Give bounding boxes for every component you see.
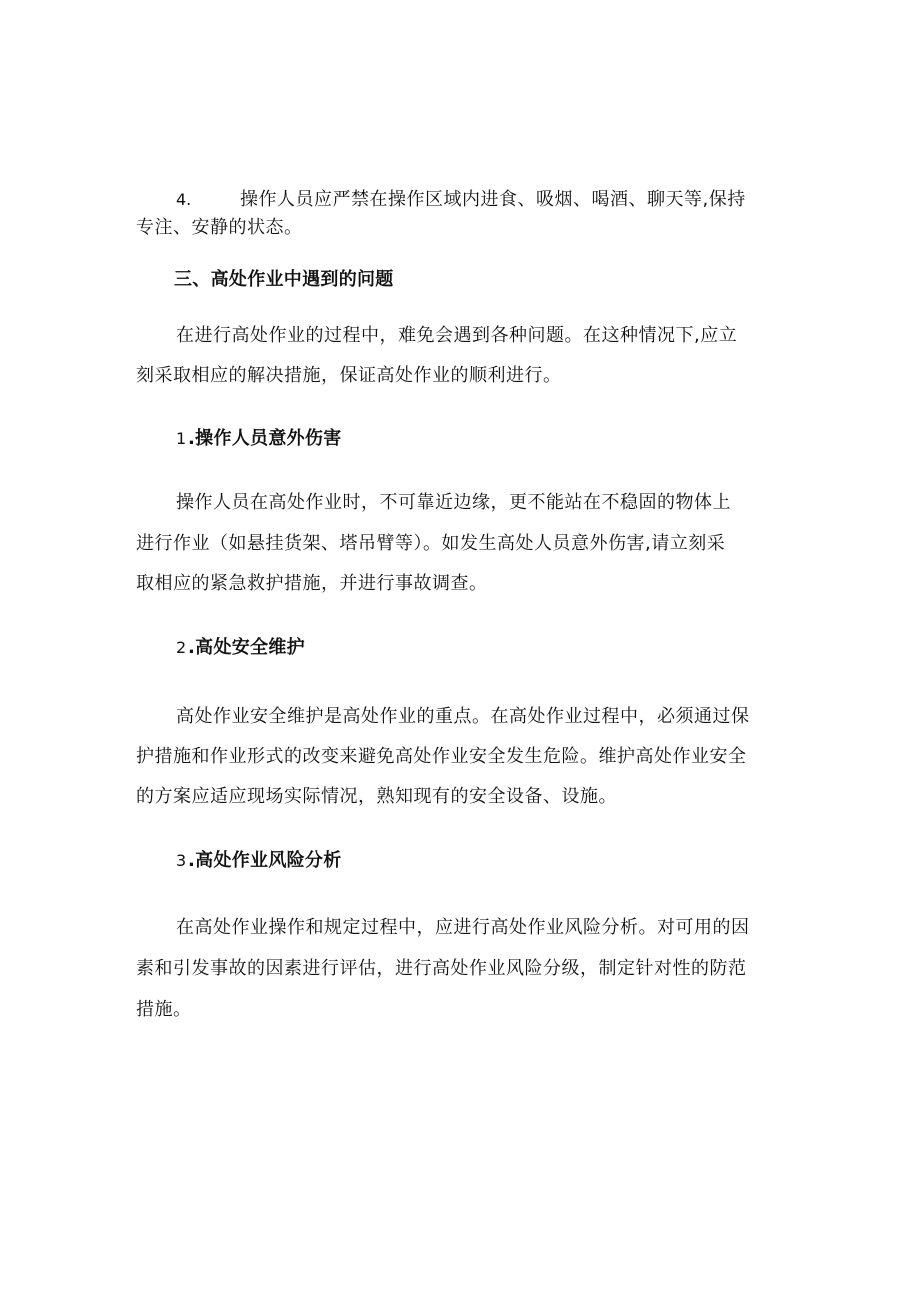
subsection-3-paragraph-line-3: 措施。 [136,999,192,1020]
section-3-intro-line-1: 在进行高处作业的过程中，难免会遇到各种问题。在这种情况下,应立 [176,325,738,346]
subsection-2-paragraph-line-3: 的方案应适应现场实际情况，熟知现有的安全设备、设施。 [136,786,617,807]
subsection-1-heading: .操作人员意外伤害 [188,428,342,449]
subsection-3-heading: .高处作业风险分析 [188,850,342,871]
section-3-intro-line-2: 刻采取相应的解决措施，保证高处作业的顺利进行。 [136,365,562,386]
item-4-text-line-2: 专注、安静的状态。 [136,217,303,238]
item-4-number: 4. [176,190,192,209]
subsection-3-number: 3 [176,851,187,870]
subsection-2-paragraph-line-2: 护措施和作业形式的改变来避免高处作业安全发生危险。维护高处作业安全 [136,746,747,767]
subsection-3-paragraph-line-1: 在高处作业操作和规定过程中，应进行高处作业风险分析。对可用的因 [176,917,750,938]
item-4-text-line-1: 操作人员应严禁在操作区域内进食、吸烟、喝酒、聊天等,保持 [240,189,746,210]
subsection-1-paragraph-line-3: 取相应的紧急救护措施，并进行事故调查。 [136,573,488,594]
subsection-2-paragraph-line-1: 高处作业安全维护是高处作业的重点。在高处作业过程中，必须通过保 [176,706,750,727]
subsection-1-number: 1 [176,429,187,448]
subsection-2-number: 2 [176,638,187,657]
subsection-2-heading: .高处安全维护 [188,637,305,658]
subsection-1-paragraph-line-1: 操作人员在高处作业时，不可靠近边缘，更不能站在不稳固的物体上 [176,492,731,513]
subsection-1-paragraph-line-2: 进行作业（如悬挂货架、塔吊臂等）。如发生高处人员意外伤害,请立刻采 [136,533,726,554]
subsection-3-paragraph-line-2: 素和引发事故的因素进行评估，进行高处作业风险分级，制定针对性的防范 [136,958,747,979]
section-3-heading: 三、高处作业中遇到的问题 [174,269,394,290]
